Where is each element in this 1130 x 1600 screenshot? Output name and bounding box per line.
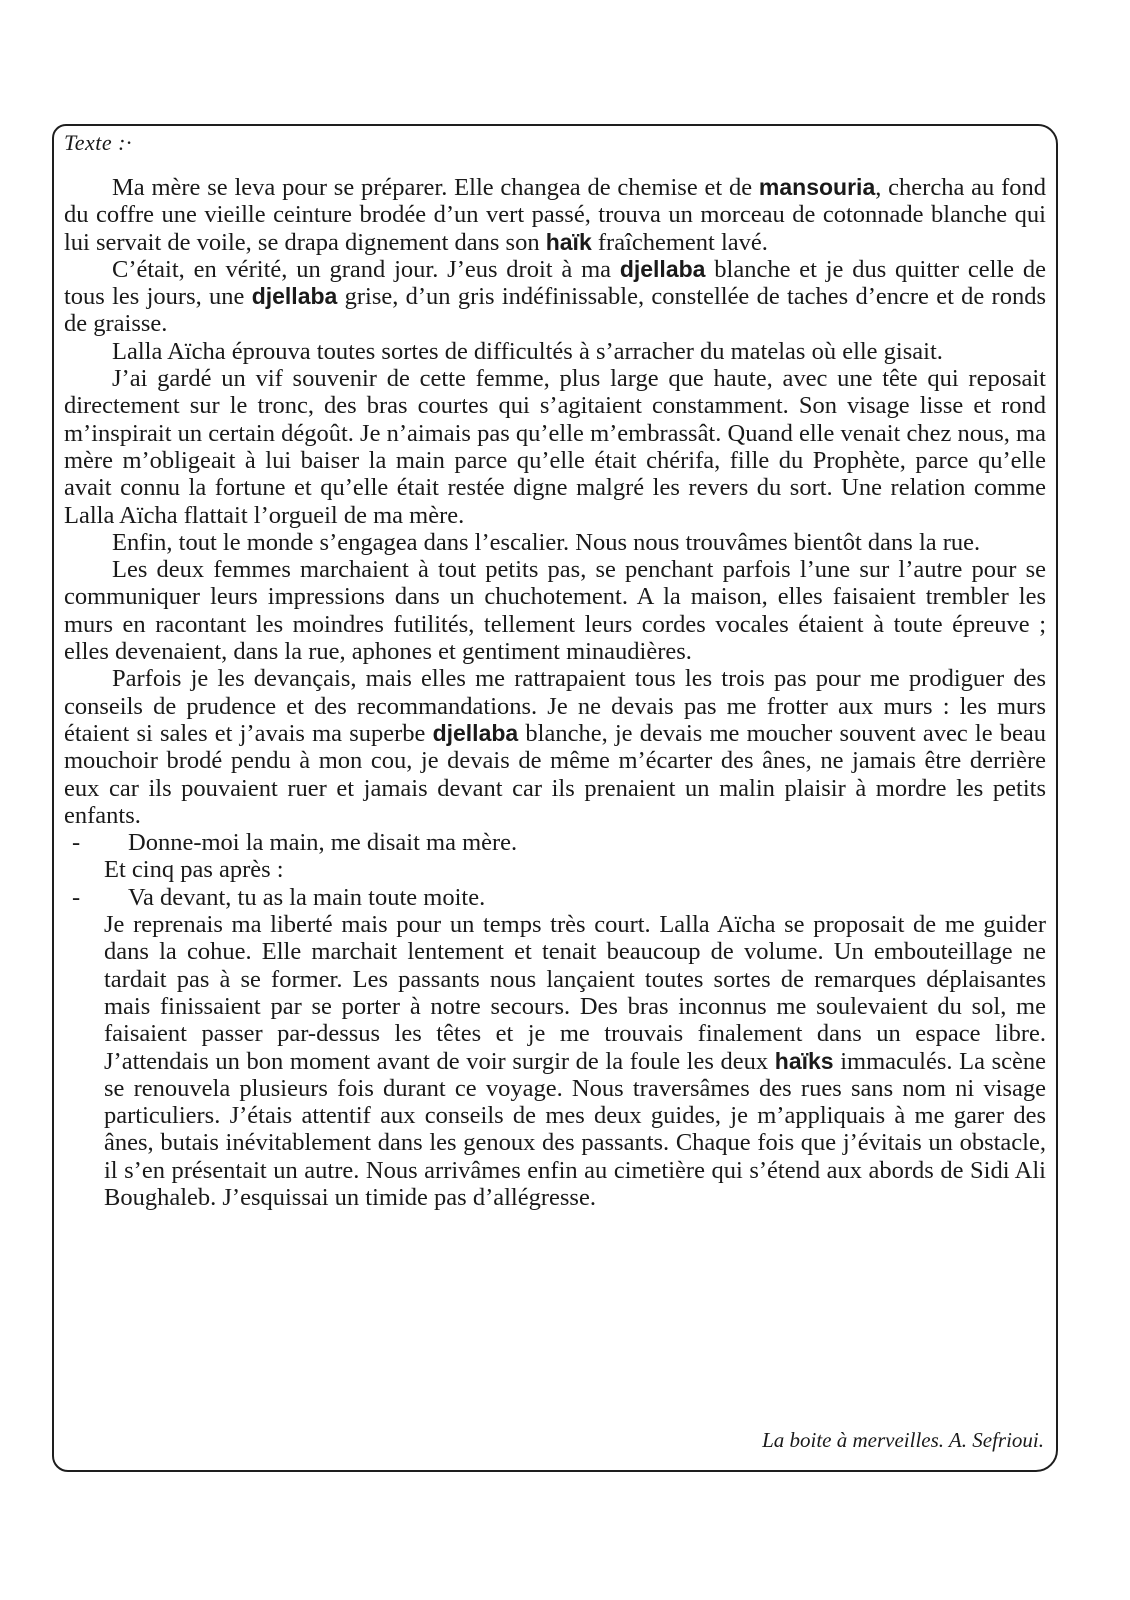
paragraph: [64, 256, 1046, 338]
text-body: [64, 174, 1046, 1211]
text-run: blanche et je dus quitter celle de tous les jours, une: [64, 255, 1046, 311]
source-citation: La boite à merveilles. A. Sefrioui.: [762, 1428, 1044, 1452]
narration-paragraph: [64, 856, 1046, 883]
dialog-dash: -: [72, 829, 81, 857]
text-run: blanche, je devais me moucher souvent avec le beau mouchoir brodé pendu à mon cou, je devais de même m’écarter des ânes, ne jamais être derrière eux car ils pouvaient ruer et jamais devant car ils prenaient un malin plaisir à mordre les petits enfants.: [64, 719, 1046, 829]
text-run: , chercha au fond du coffre une vieille ceinture brodée d’un vert passé, trouva un morceau de cotonnade blanche qui lui servait de voile, se drapa dignement dans son: [64, 174, 1046, 256]
narration-paragraph: [64, 911, 1046, 1211]
text-run: Je reprenais ma liberté mais pour un temps très court. Lalla Aïcha se proposait de me guider dans la cohue. Elle marchait lentement et tenait beaucoup de volume. Un embouteillage ne tardait pas à se former. Les passants nous lançaient toutes sortes de remarques déplaisantes mais finissaient par se porter à notre secours. Des bras inconnus me soulevaient du sol, me faisaient passer par-dessus les têtes et je me trouvais finalement dans un espace libre. J’attendais un bon moment avant de voir surgir de la foule les deux: [104, 911, 1046, 1075]
paragraph: [64, 174, 1046, 256]
dialog-dash: -: [72, 883, 81, 911]
paragraph: [64, 556, 1046, 665]
bold-term: djellaba: [619, 255, 706, 282]
bold-term: djellaba: [251, 283, 338, 310]
dialog-line: [64, 884, 1046, 911]
bold-term: haïks: [774, 1047, 834, 1074]
dialog-text: [106, 884, 485, 911]
text-run: Enfin, tout le monde s’engagea dans l’escalier. Nous nous trouvâmes bientôt dans la rue.: [112, 528, 981, 556]
text-run: fraîchement lavé.: [591, 228, 768, 256]
bold-term: mansouria: [758, 174, 876, 200]
bold-term: djellaba: [432, 719, 519, 746]
text-run: Lalla Aïcha éprouva toutes sortes de difficultés à s’arracher du matelas où elle gisait.: [112, 337, 943, 365]
text-run: C’était, en vérité, un grand jour. J’eus droit à ma: [112, 255, 620, 283]
dialog-line: [64, 829, 1046, 856]
dialog-text: [106, 829, 517, 856]
paragraph: [64, 529, 1046, 556]
text-run: Parfois je les devançais, mais elles me rattrapaient tous les trois pas pour me prodiguer des conseils de prudence et des recommandations. Je ne devais pas me frotter aux murs : les murs étaient si sales et j’avais ma superbe: [64, 665, 1046, 747]
text-run: Va devant, tu as la main toute moite.: [128, 883, 486, 911]
text-run: grise, d’un gris indéfinissable, constellée de taches d’encre et de ronds de graisse.: [64, 283, 1047, 338]
text-run: immaculés. La scène se renouvela plusieurs fois durant ce voyage. Nous traversâmes des rues sans nom ni visage particuliers. J’étais attentif aux conseils de mes deux guides, je m’appliquais à me garer des ânes, butais inévitablement dans les genoux des passants. Chaque fois que j’évitais un obstacle, il s’en présentait un autre. Nous arrivâmes enfin au cimetière qui s’étend aux abords de Sidi Ali Boughaleb. J’esquissai un timide pas d’allégresse.: [104, 1047, 1046, 1211]
text-run: Donne-moi la main, me disait ma mère.: [128, 829, 518, 857]
bold-term: haïk: [545, 228, 592, 255]
text-label: Texte :·: [64, 130, 132, 155]
paragraph: [64, 338, 1046, 365]
text-run: J’ai gardé un vif souvenir de cette femme, plus large que haute, avec une tête qui reposait directement sur le tronc, des bras courtes qui s’agitaient constamment. Son visage lisse et rond m’inspirait un certain dégoût. Je n’aimais pas qu’elle m’embrassât. Quand elle venait chez nous, ma mère m’obligeait à lui baiser la main parce qu’elle était chérifa, fille du Prophète, parce qu’elle avait connu la fortune et qu’elle était restée digne malgré les revers du sort. Une relation comme Lalla Aïcha flattait l’orgueil de ma mère.: [64, 365, 1046, 529]
paragraph: [64, 365, 1046, 529]
paragraph: [64, 665, 1046, 829]
text-run: Les deux femmes marchaient à tout petits pas, se penchant parfois l’une sur l’autre pour se communiquer leurs impressions dans un chuchotement. A la maison, elles faisaient trembler les murs en racontant les moindres futilités, tellement leurs cordes vocales étaient à toute épreuve ; elles devenaient, dans la rue, aphones et gentiment minaudières.: [64, 556, 1046, 666]
text-run: Et cinq pas après :: [104, 856, 284, 884]
text-run: Ma mère se leva pour se préparer. Elle changea de chemise et de: [112, 174, 759, 201]
